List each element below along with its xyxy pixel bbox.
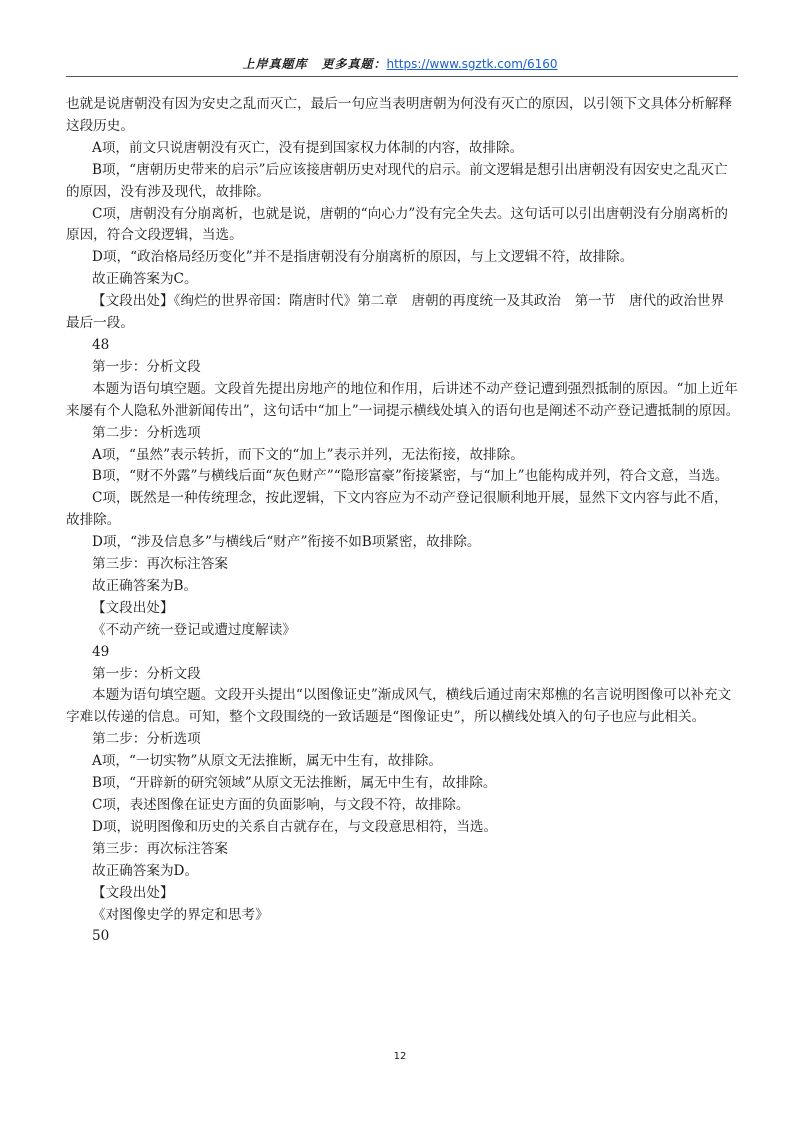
paragraph: C项，表述图像在证史方面的负面影响，与文段不符，故排除。 [92, 797, 470, 813]
paragraph: 故正确答案为D。 [92, 862, 199, 879]
paragraph: C项，唐朝没有分崩离析，也就是说，唐朝的“向心力”没有完全失去。这句话可以引出唐朝没有分崩离析的原因，符合文段逻辑，当选。 [66, 205, 729, 244]
header-url-link[interactable]: https://www.sgztk.com/6160 [386, 57, 558, 71]
paragraph: 故正确答案为B。 [92, 577, 198, 594]
paragraph: 本题为语句填空题。文段开头提出“以图像证史”渐成风气，横线后通过南宋郑樵的名言说明图像可以补充文字难以传递的信息。可知，整个文段围绕的一致话题是“图像证史”，所以横线处填入的句子也应与此相关。 [66, 687, 732, 726]
paragraph: 第二步：分析选项 [92, 731, 201, 748]
paragraph: 48 [92, 336, 110, 353]
paragraph: 第三步：再次标注答案 [92, 556, 228, 573]
page-number: 12 [393, 1051, 407, 1062]
document-body [66, 94, 740, 948]
paragraph: A项，“虽然”表示转折，而下文的“加上”表示并列，无法衔接，故排除。 [92, 446, 524, 463]
header-brand: 上岸真题库 [242, 57, 308, 71]
header-divider [66, 76, 738, 77]
paragraph: 也就是说唐朝没有因为安史之乱而灭亡，最后一句应当表明唐朝为何没有灭亡的原因，以引领下文具体分析解释这段历史。 [66, 96, 733, 134]
page-header [0, 56, 800, 72]
paragraph: 【文段出处】 [92, 599, 174, 616]
paragraph: A项，“一切实物”从原文无法推断，属无中生有，故排除。 [92, 753, 442, 770]
paragraph: 第一步：分析文段 [92, 665, 201, 682]
paragraph: D项，“涉及信息多”与横线后“财产”衔接不如B项紧密，故排除。 [92, 534, 481, 551]
paragraph: A项，前文只说唐朝没有灭亡，没有提到国家权力体制的内容，故排除。 [92, 139, 524, 156]
paragraph: 第三步：再次标注答案 [92, 840, 228, 857]
paragraph: 49 [92, 643, 110, 660]
paragraph: B项，“唐朝历史带来的启示”后应该接唐朝历史对现代的启示。前文逻辑是想引出唐朝没有因安史之乱灭亡的原因，没有涉及现代，故排除。 [66, 161, 728, 200]
paragraph: 【文段出处】《绚烂的世界帝国：隋唐时代》第二章 唐朝的再度统一及其政治 第一节 唐代的政治世界 最后一段。 [66, 293, 738, 332]
paragraph: B项，“开辟新的研究领域”从原文无法推断，属无中生有，故排除。 [92, 775, 497, 792]
paragraph: 故正确答案为C。 [92, 271, 198, 288]
paragraph: D项，说明图像和历史的关系自古就存在，与文段意思相符，当选。 [92, 818, 498, 835]
paragraph: C项，既然是一种传统理念，按此逻辑，下文内容应为不动产登记很顺利地开展，显然下文内容与此不盾，故排除。 [66, 490, 728, 529]
paragraph: 【文段出处】 [92, 884, 174, 901]
paragraph: 50 [92, 928, 110, 945]
paragraph: 《不动产统一登记或遭过度解读》 [92, 621, 296, 638]
paragraph: 《对图像史学的界定和思考》 [92, 906, 269, 923]
header-more-label: 更多真题： [321, 57, 387, 71]
paragraph: B项，“财不外露”与横线后面“灰色财产”“隐形富豪”衔接紧密，与“加上”也能构成并列，符合文意，当选。 [92, 468, 729, 485]
paragraph: 第二步：分析选项 [92, 424, 201, 441]
paragraph: 本题为语句填空题。文段首先提出房地产的地位和作用，后讲述不动产登记遭到强烈抵制的原因。“加上近年来屡有个人隐私外泄新闻传出”，这句话中“加上”一词提示横线处填入的语句也是阐述不动产登记遭抵制的原因。 [66, 380, 740, 419]
paragraph: D项，“政治格局经历变化”并不是指唐朝没有分崩离析的原因，与上文逻辑不符，故排除。 [92, 249, 634, 266]
paragraph: 第一步：分析文段 [92, 358, 201, 375]
